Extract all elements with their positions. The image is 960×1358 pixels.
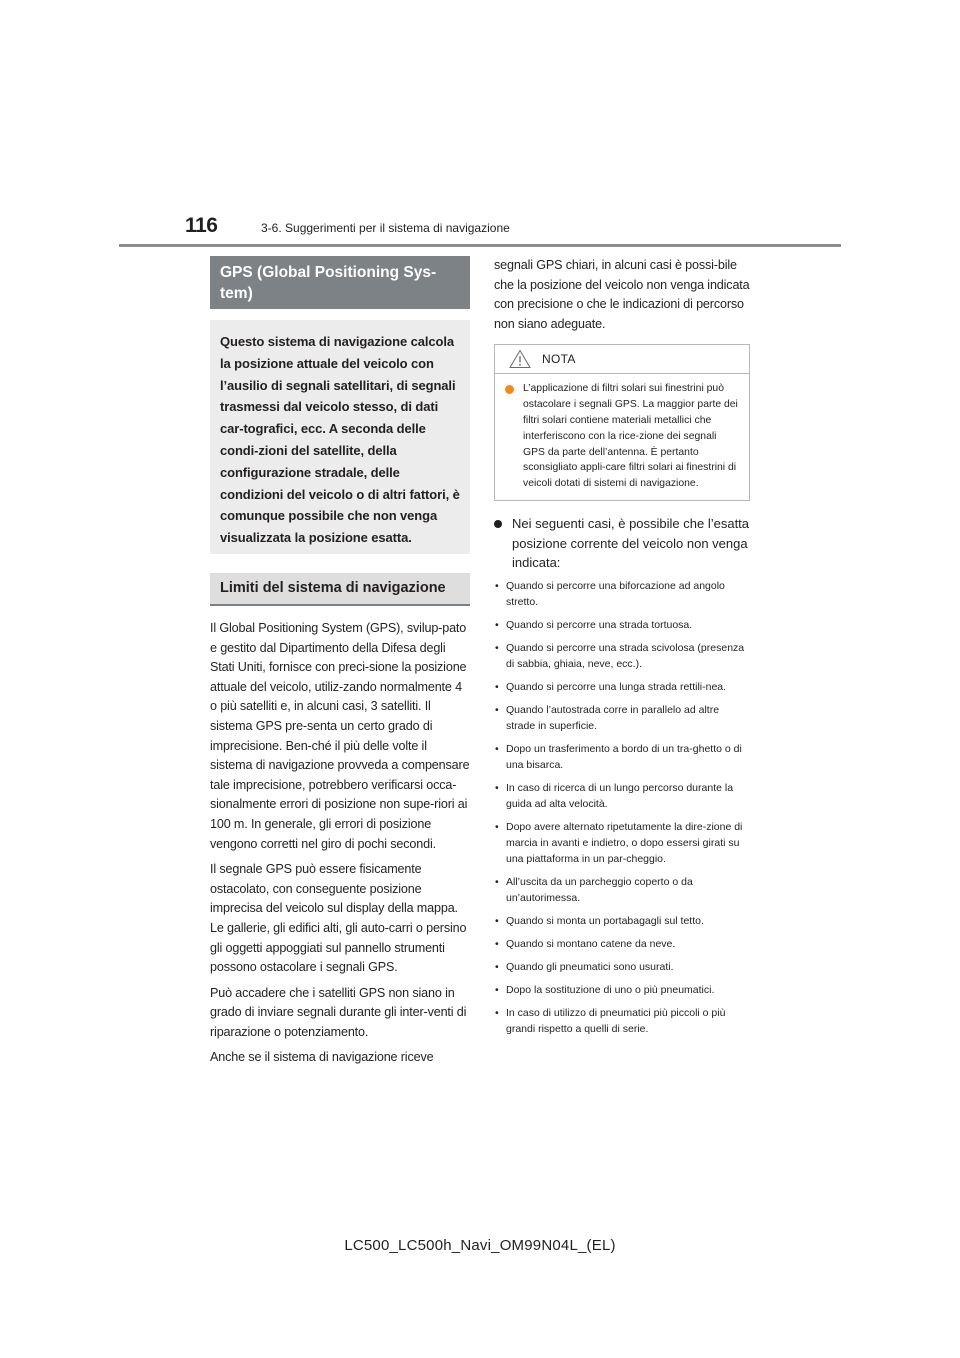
list-item-text: All’uscita da un parcheggio coperto o da un’autorimessa. <box>506 875 693 904</box>
orange-bullet-icon <box>505 385 514 394</box>
warning-icon <box>509 349 531 369</box>
list-item <box>494 936 750 952</box>
bullet-icon: • <box>495 618 499 631</box>
body-paragraph: Anche se il sistema di navigazione riceve <box>210 1050 434 1065</box>
list-item-text: Quando si montano catene da neve. <box>506 937 676 950</box>
continuation-paragraph: segnali GPS chiari, in alcuni casi è possi-bile che la posizione del veicolo non venga indicata con precisione o che le indicazioni di percorso non siano adeguate. <box>494 258 750 331</box>
list-item-text: In caso di utilizzo di pneumatici più piccoli o più grandi rispetto a quelli di serie. <box>506 1006 726 1035</box>
intro-box: Questo sistema di navigazione calcola la posizione attuale del veicolo con l’ausilio di segnali satellitari, di segnali trasmessi dal veicolo stesso, di dati car-tografici, ecc. A seconda delle condi-zioni del satellite, della configurazione stradale, delle condizioni del veicolo o di altri fattori, è comunque possibile che non venga visualizzata la posizione esatta. <box>210 320 470 554</box>
main-bullet-text: Nei seguenti casi, è possibile che l’esatta posizione corrente del veicolo non venga indicata: <box>512 515 750 571</box>
list-item <box>494 741 750 773</box>
list-item-text: Quando si monta un portabagagli sul tetto. <box>506 914 704 927</box>
list-item <box>494 959 750 975</box>
list-item-text: Dopo avere alternato ripetutamente la dire-zione di marcia in avanti e indietro, o dopo essersi girati su una piattaforma in un par-cheggio. <box>506 820 743 865</box>
right-column <box>494 256 750 1044</box>
document-code-footer: LC500_LC500h_Navi_OM99N04L_(EL) <box>344 1237 616 1254</box>
note-label: NOTA <box>542 352 576 367</box>
bullet-icon: • <box>495 680 499 693</box>
note-text: L’applicazione di filtri solari sui finestrini può ostacolare i segnali GPS. La maggior parte dei filtri solari contiene materiali metallici che interferiscono con la rice-zione dei segnali GPS da parte dell’antenna. È pertanto sconsigliato appli-care filtri solari ai finestrini di veicoli dotati di sistemi di navigazione. <box>523 383 738 490</box>
left-column <box>210 256 470 1068</box>
list-item-text: Dopo un trasferimento a bordo di un tra-ghetto o di una bisarca. <box>506 742 742 771</box>
bullet-icon: • <box>495 875 499 888</box>
bullet-icon: • <box>495 781 499 794</box>
list-item <box>494 679 750 695</box>
list-item <box>494 1005 750 1037</box>
list-item <box>494 780 750 812</box>
list-item-text: Quando si percorre una strada tortuosa. <box>506 618 693 631</box>
subsection-header-limits: Limiti del sistema di navigazione <box>210 573 470 606</box>
bullet-icon: • <box>495 1006 499 1019</box>
body-paragraph: Il Global Positioning System (GPS), svilup-pato e gestito dal Dipartimento della Difesa degli Stati Uniti, fornisce con preci-sione la posizione attuale del veicolo, utiliz-zando normalmente 4 o più satelliti e, in alcuni casi, 3 satelliti. Il sistema GPS pre-senta un certo grado di imprecisione. Ben-ché il più delle volte il sistema di navigazione provveda a compensare tale imprecisione, potrebbero verificarsi occa-sionalmente errori di posizione non supe-riori ai 100 m. In generale, gli errori di posizione vengono corretti nel giro di pochi secondi. <box>210 621 470 851</box>
note-box <box>494 344 750 501</box>
list-item <box>494 640 750 672</box>
bullet-icon: • <box>495 742 499 755</box>
condition-list <box>494 578 750 1037</box>
section-header-gps: GPS (Global Positioning Sys-tem) <box>210 256 470 309</box>
filled-circle-bullet-icon <box>494 520 502 528</box>
bullet-icon: • <box>495 703 499 716</box>
header-rule <box>119 244 841 247</box>
body-paragraph: Il segnale GPS può essere fisicamente ostacolato, con conseguente posizione imprecisa del veicolo sul display della mappa. Le gallerie, gli edifici alti, gli auto-carri o persino gli oggetti appoggiati sul pannello strumenti possono ostacolare i segnali GPS. <box>210 862 467 975</box>
list-item-text: Dopo la sostituzione di uno o più pneumatici. <box>506 983 715 996</box>
list-item <box>494 617 750 633</box>
note-body <box>495 374 749 500</box>
list-item <box>494 819 750 867</box>
bullet-icon: • <box>495 937 499 950</box>
list-item <box>494 874 750 906</box>
list-item-text: Quando si percorre una biforcazione ad angolo stretto. <box>506 579 725 608</box>
list-item <box>494 982 750 998</box>
list-item-text: Quando gli pneumatici sono usurati. <box>506 960 674 973</box>
body-paragraph: Può accadere che i satelliti GPS non siano in grado di inviare segnali durante gli inter-venti di riparazione o potenziamento. <box>210 985 467 1039</box>
main-bullet <box>494 514 750 573</box>
bullet-icon: • <box>495 641 499 654</box>
bullet-icon: • <box>495 579 499 592</box>
list-item-text: Quando si percorre una lunga strada rettili-nea. <box>506 680 727 693</box>
list-item-text: Quando l’autostrada corre in parallelo ad altre strade in superficie. <box>506 703 720 732</box>
list-item <box>494 702 750 734</box>
list-item-text: In caso di ricerca di un lungo percorso durante la guida ad alta velocità. <box>506 781 734 810</box>
bullet-icon: • <box>495 983 499 996</box>
note-header <box>495 345 749 374</box>
bullet-icon: • <box>495 914 499 927</box>
chapter-title: 3-6. Suggerimenti per il sistema di navigazione <box>261 221 510 235</box>
bullet-icon: • <box>495 820 499 833</box>
page-number: 116 <box>185 214 218 237</box>
list-item <box>494 913 750 929</box>
list-item <box>494 578 750 610</box>
bullet-icon: • <box>495 960 499 973</box>
list-item-text: Quando si percorre una strada scivolosa (presenza di sabbia, ghiaia, neve, ecc.). <box>506 641 745 670</box>
